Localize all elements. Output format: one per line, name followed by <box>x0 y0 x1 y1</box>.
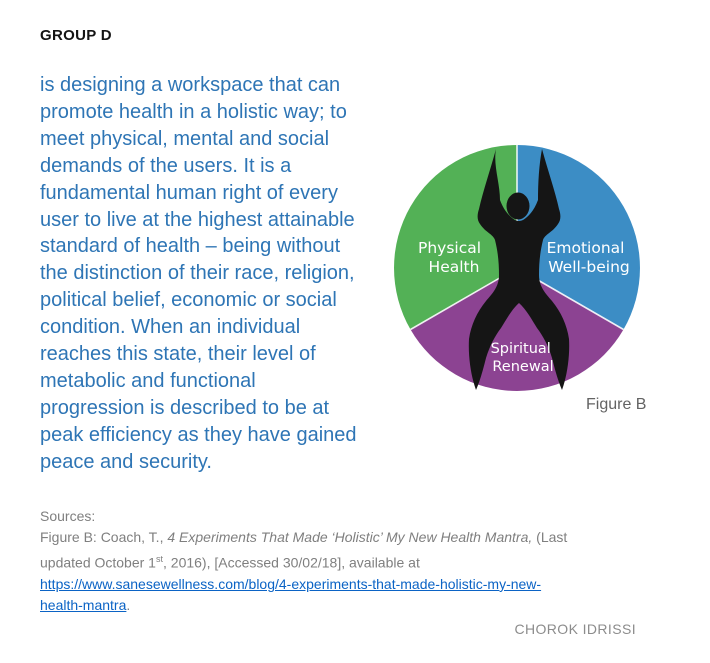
citation-text: Figure B: Coach, T., <box>40 529 168 546</box>
paragraph-line: fundamental human right of every <box>40 181 338 204</box>
citation-line <box>40 595 567 616</box>
label-emotional-wellbeing: Emotional Well-being <box>546 239 630 276</box>
paragraph-line: the distinction of their race, religion, <box>40 262 355 285</box>
citation-line <box>40 527 567 548</box>
paragraph-line: standard of health – being without <box>40 235 341 258</box>
paragraph-line: condition. When an individual <box>40 316 301 339</box>
page-title: GROUP D <box>40 27 112 44</box>
citation-line <box>40 574 567 595</box>
ordinal-superscript: st <box>155 553 163 564</box>
citation-line <box>40 549 567 574</box>
paragraph-line: peak efficiency as they have gained <box>40 423 357 446</box>
holistic-health-diagram <box>392 143 642 393</box>
citation-title: 4 Experiments That Made ‘Holistic’ My New Health Mantra, <box>167 529 533 546</box>
paragraph-line: promote health in a holistic way; to <box>40 100 347 123</box>
figure-head <box>507 193 530 220</box>
figure-caption: Figure B <box>586 396 647 413</box>
paragraph-line: is designing a workspace that can <box>40 74 341 96</box>
citation-text: updated October 1 <box>40 554 156 571</box>
label-physical-health: Physical Health <box>418 239 482 276</box>
citation-text: (Last <box>532 529 568 546</box>
label-spiritual-renewal: Spiritual Renewal <box>490 341 554 375</box>
body-paragraph <box>40 72 357 476</box>
citation-text: , 2016), [Accessed 30/02/18], available at <box>163 554 420 571</box>
source-link[interactable]: health-mantra <box>40 597 127 614</box>
paragraph-line: reaches this state, their level of <box>40 343 316 366</box>
paragraph-line: metabolic and functional <box>40 369 256 392</box>
paragraph-line: peace and security. <box>40 450 212 473</box>
author-credit: CHOROK IDRISSI <box>514 621 636 637</box>
sources-block <box>40 506 567 617</box>
paragraph-line: political belief, economic or social <box>40 289 337 312</box>
paragraph-line: demands of the users. It is a <box>40 154 292 177</box>
sources-heading: Sources: <box>40 508 96 524</box>
paragraph-line: progression is described to be at <box>40 396 330 419</box>
source-link[interactable]: https://www.sanesewellness.com/blog/4-experiments-that-made-holistic-my-new- <box>40 575 542 592</box>
citation-text: . <box>126 597 131 614</box>
paragraph-line: user to live at the highest attainable <box>40 208 355 231</box>
paragraph-line: meet physical, mental and social <box>40 127 330 150</box>
